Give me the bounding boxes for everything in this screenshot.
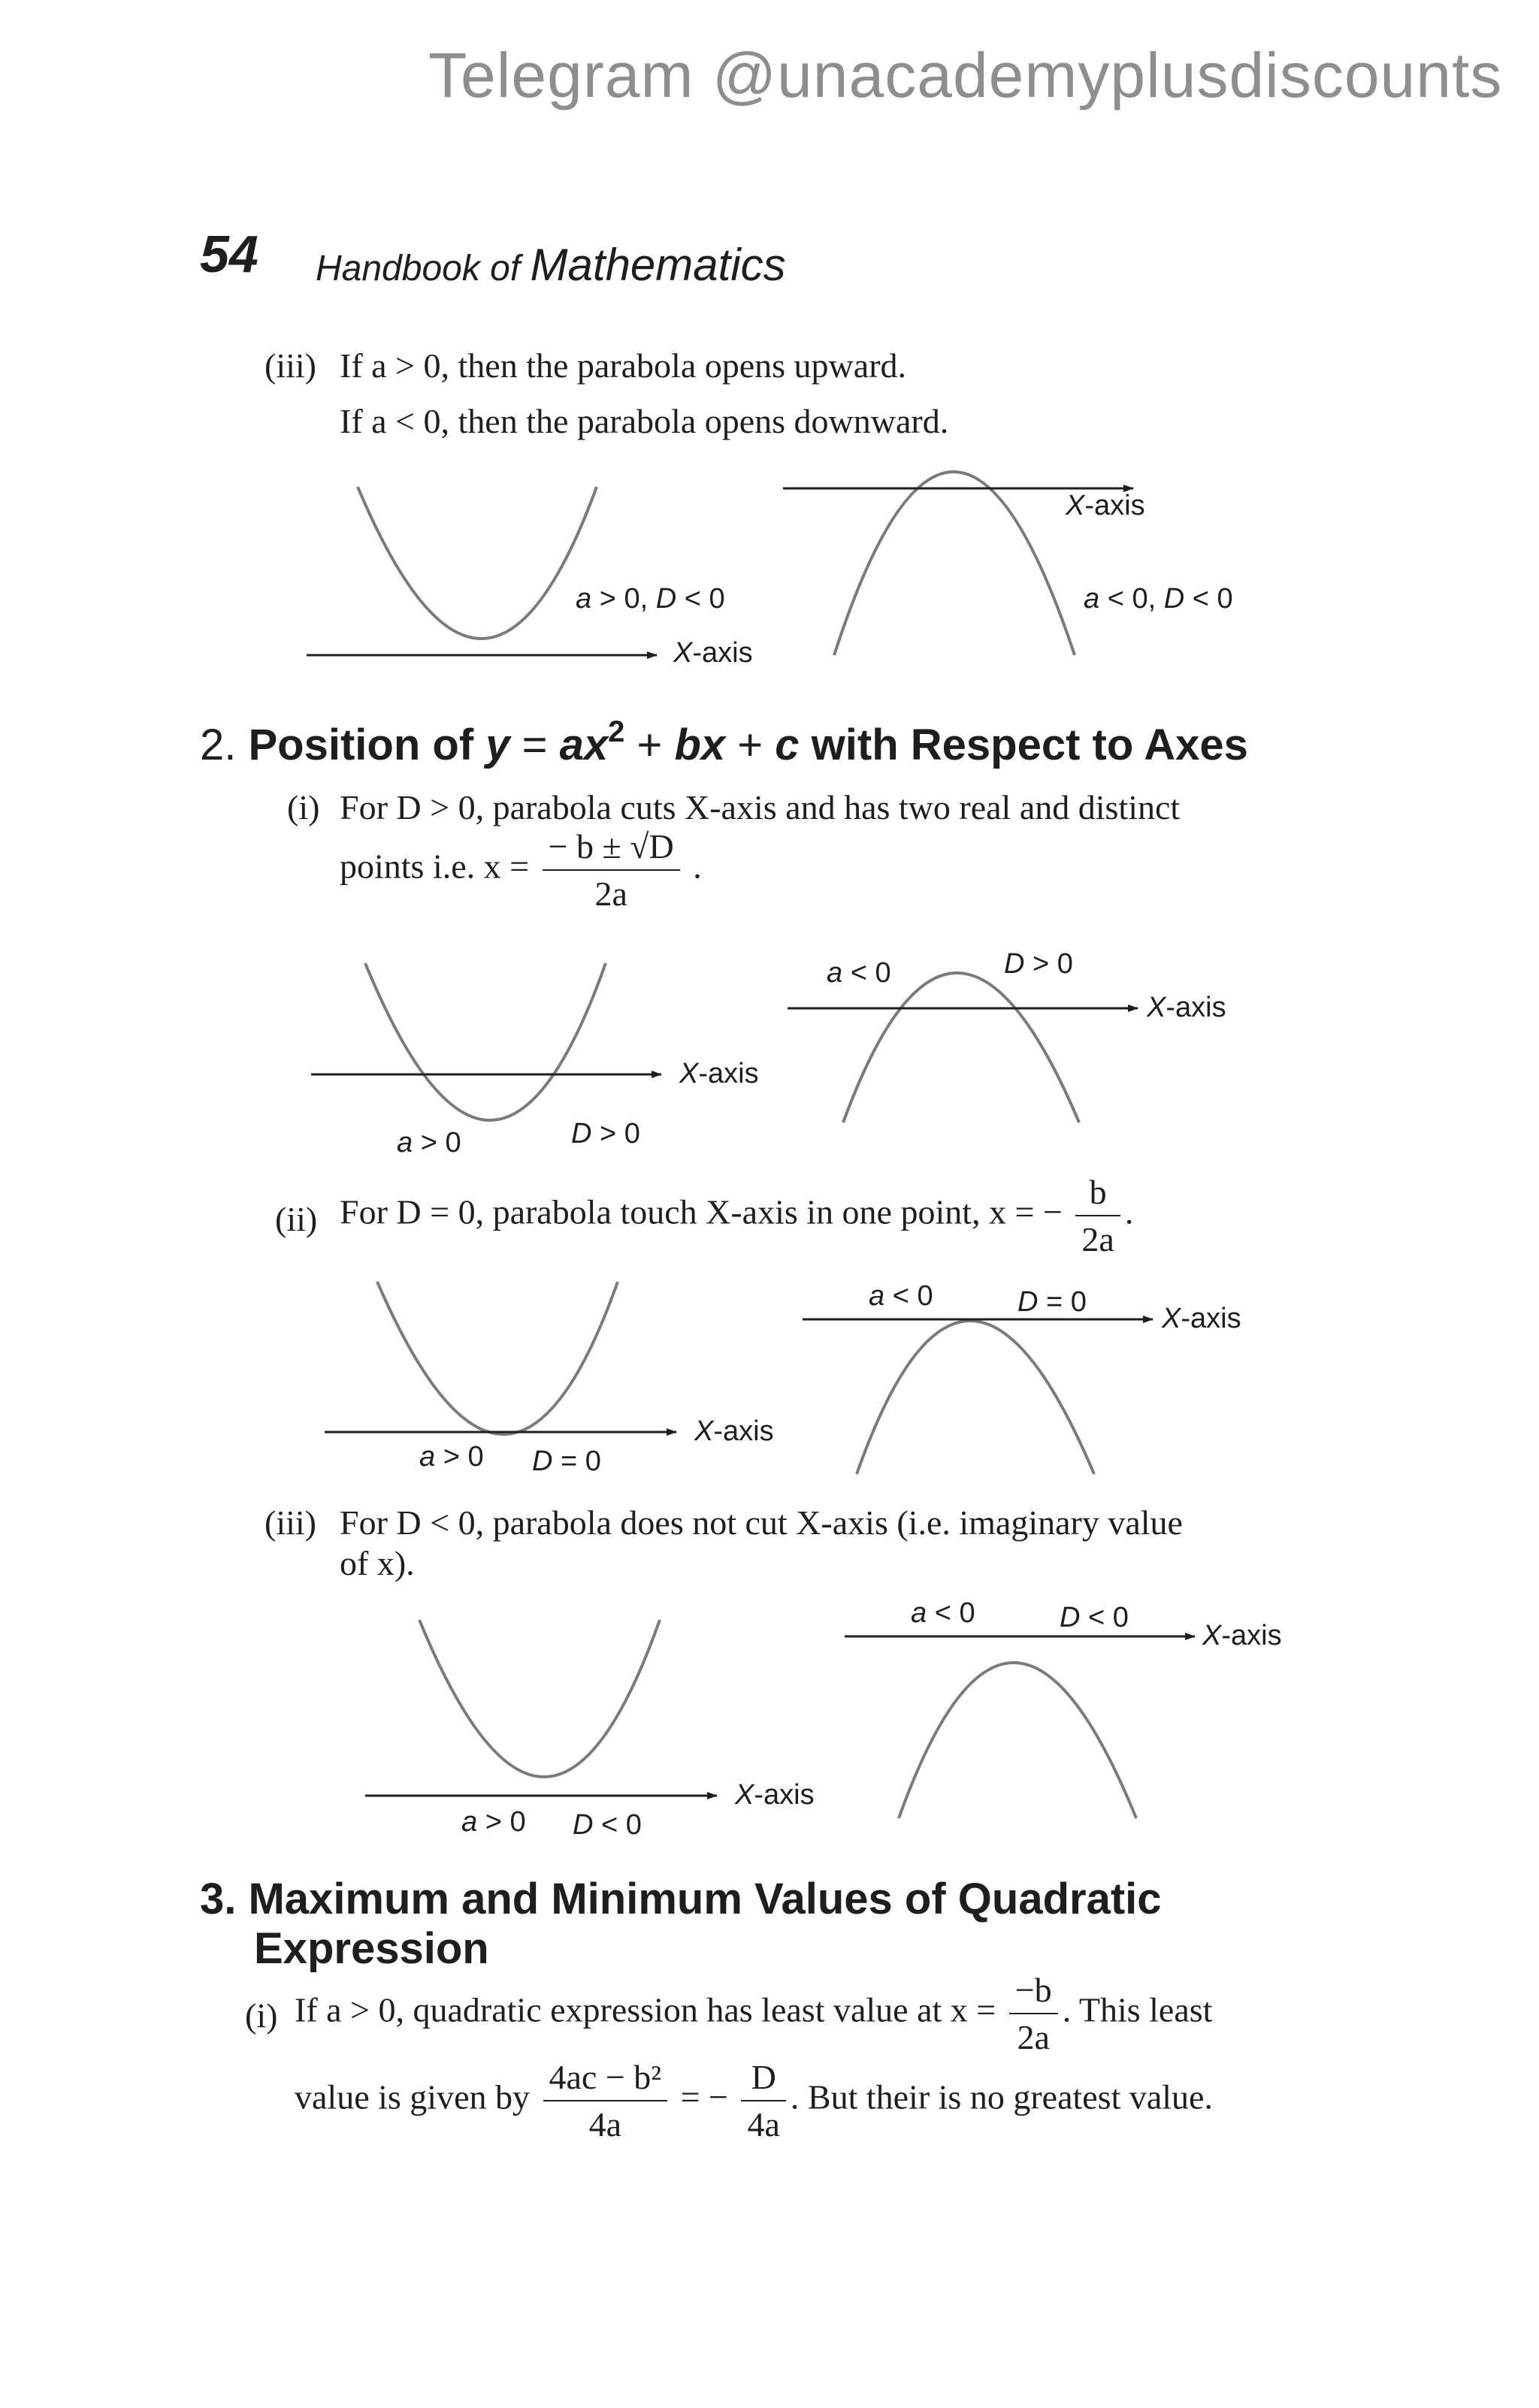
fraction — [543, 2057, 668, 2144]
denominator: 4a — [588, 2105, 621, 2144]
item-text-inline: . — [693, 847, 702, 886]
denominator: 4a — [747, 2105, 780, 2144]
item-text-inline: value is given by — [295, 2077, 530, 2116]
item-text: For D > 0, parabola cuts X-axis and has two real and distinct — [340, 788, 1181, 826]
axis-label: X-axis — [1162, 1303, 1241, 1334]
item-text-inline: . But their is no greatest value. — [790, 2077, 1213, 2116]
condition-label: D > 0 — [571, 1118, 640, 1150]
heading-number: 2. — [200, 721, 237, 769]
item-text — [295, 2057, 1213, 2144]
condition-label: a > 0 — [397, 1127, 461, 1159]
item-marker: (i) — [287, 788, 320, 826]
numerator: 4ac − b² — [543, 2057, 668, 2101]
parabola-upward — [419, 1620, 660, 1777]
book-title-main: Mathematics — [530, 240, 786, 290]
parabola-downward — [834, 472, 1075, 655]
axis-label: X-axis — [1066, 490, 1145, 521]
heading-sup: 2 — [608, 715, 625, 748]
parabola-upward — [358, 487, 597, 639]
condition-label: a < 0 — [869, 1280, 933, 1312]
parabola-upward — [365, 963, 606, 1120]
condition-label: a < 0 — [827, 957, 891, 989]
numerator: − b ± √D — [543, 826, 680, 871]
parabola-downward — [899, 1663, 1136, 1818]
parabola-upward — [377, 1282, 618, 1434]
condition-label: a > 0 — [419, 1441, 484, 1473]
heading-var: y — [485, 721, 510, 769]
item-text — [340, 1172, 1133, 1259]
denominator: 2a — [594, 875, 627, 913]
condition-label: a < 0 — [911, 1597, 975, 1629]
fraction — [741, 2057, 785, 2144]
book-title-prefix: Handbook of — [316, 249, 531, 289]
item-text-inline: = − — [680, 2077, 728, 2116]
item-text: of x). — [340, 1544, 415, 1582]
condition-label: a > 0, D < 0 — [576, 583, 725, 615]
numerator: D — [741, 2057, 785, 2101]
numerator: b — [1075, 1172, 1120, 1216]
axis-label: X-axis — [673, 637, 753, 669]
item-text-inline: points i.e. x = — [340, 847, 530, 886]
parabola-downward — [857, 1321, 1094, 1474]
fraction — [543, 826, 680, 914]
item-text — [295, 1970, 1212, 2057]
item-text — [340, 826, 702, 914]
condition-label: D < 0 — [573, 1809, 642, 1841]
condition-label: a > 0 — [461, 1806, 526, 1838]
heading-text: Position of — [248, 721, 486, 769]
item-text: If a > 0, then the parabola opens upward. — [340, 346, 907, 385]
heading-var: ax — [559, 721, 609, 769]
denominator: 2a — [1081, 1220, 1114, 1258]
item-text-inline: . — [1124, 1192, 1134, 1231]
fraction — [1009, 1970, 1058, 2057]
section-heading: Expression — [254, 1924, 489, 1973]
heading-text: with Respect to Axes — [799, 721, 1248, 769]
axis-label: X-axis — [679, 1058, 759, 1089]
axis-label: X-axis — [735, 1779, 815, 1811]
heading-var: bx — [674, 721, 726, 769]
fraction — [1075, 1172, 1120, 1259]
condition-label: D = 0 — [1017, 1286, 1087, 1318]
parabola-downward — [843, 973, 1079, 1122]
item-marker: (iii) — [265, 1503, 316, 1542]
condition-label: D < 0 — [1060, 1602, 1129, 1633]
item-marker: (i) — [245, 1996, 278, 2035]
item-text-inline: . This least — [1062, 1990, 1213, 2029]
numerator: −b — [1009, 1970, 1058, 2014]
axis-label: X-axis — [1147, 992, 1226, 1023]
section-heading — [200, 715, 1248, 770]
condition-label: D = 0 — [532, 1446, 601, 1477]
item-marker: (ii) — [275, 1200, 318, 1238]
heading-op: = — [509, 721, 560, 769]
denominator: 2a — [1017, 2018, 1050, 2056]
heading-op: + — [624, 721, 675, 769]
item-marker: (iii) — [265, 346, 316, 385]
axis-label: X-axis — [1202, 1620, 1282, 1651]
watermark: Telegram @unacademyplusdiscounts — [428, 40, 1503, 110]
heading-var: c — [775, 721, 800, 769]
condition-label: a < 0, D < 0 — [1084, 583, 1233, 615]
heading-op: + — [725, 721, 776, 769]
section-heading: 3. Maximum and Minimum Values of Quadratic — [200, 1875, 1162, 1923]
item-text: If a < 0, then the parabola opens downward. — [340, 402, 949, 440]
axis-label: X-axis — [694, 1415, 774, 1447]
item-text: For D < 0, parabola does not cut X-axis (i.e. imaginary value — [340, 1503, 1183, 1542]
item-text-inline: For D = 0, parabola touch X-axis in one point, x = − — [340, 1192, 1063, 1231]
condition-label: D > 0 — [1004, 948, 1073, 980]
item-text-inline: If a > 0, quadratic expression has least value at x = — [295, 1990, 996, 2029]
page-number: 54 — [200, 225, 259, 283]
